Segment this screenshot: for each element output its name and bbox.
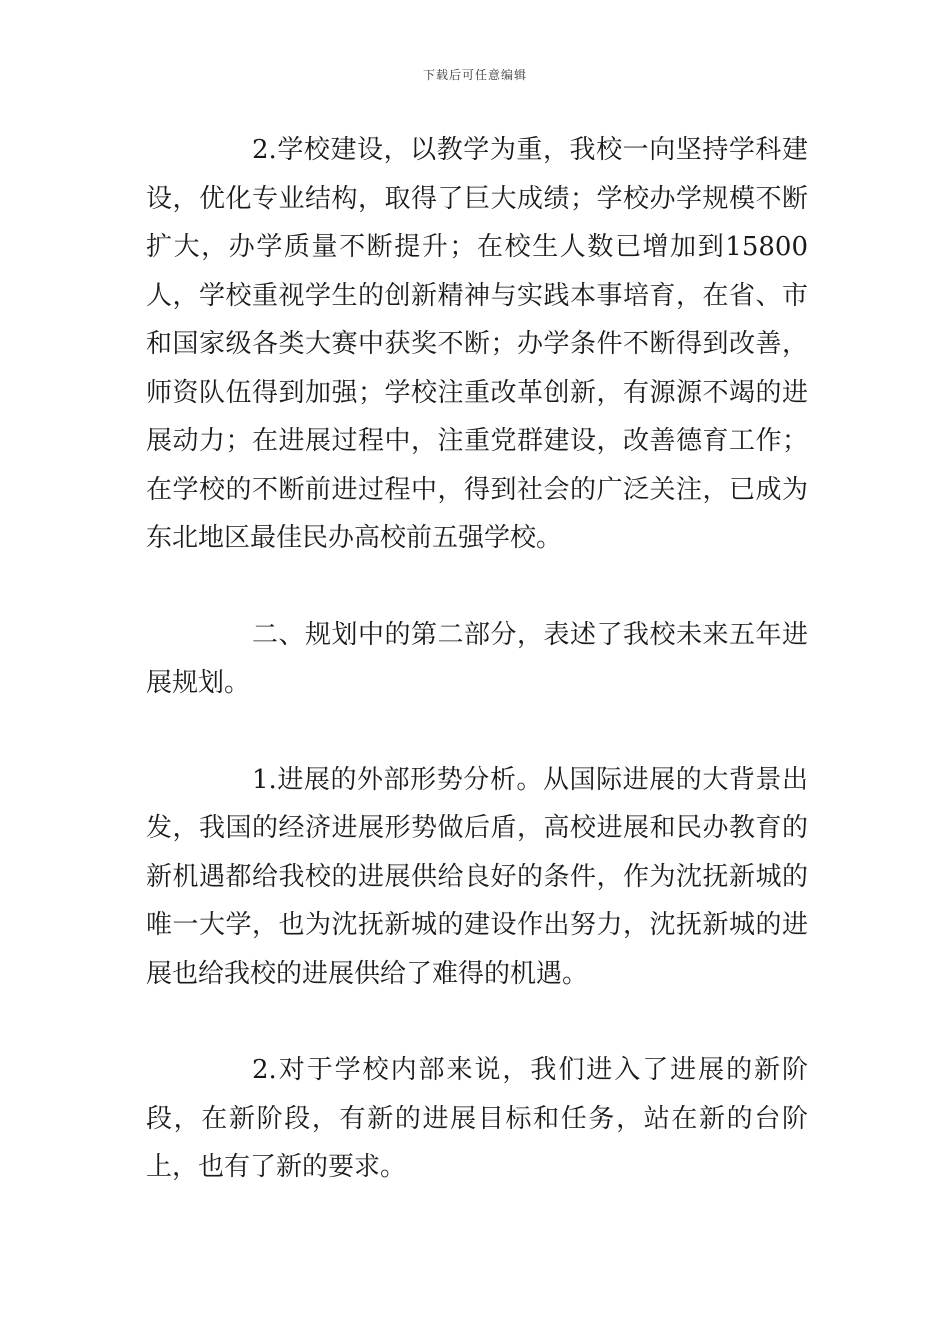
document-body	[146, 126, 808, 1192]
paragraph-spacer	[146, 563, 808, 611]
paragraph-section-two-heading: 二、规划中的第二部分，表述了我校未来五年进展规划。	[146, 619, 808, 698]
paragraph-external-situation: 1.进展的外部形势分析。从国际进展的大背景出发，我国的经济进展形势做后盾，高校进展和民办教育的新机遇都给我校的进展供给良好的条件，作为沈抚新城的唯一大学，也为沈抚新城的建设作出努力，沈抚新城的进展也给我校的进展供给了难得的机遇。	[146, 764, 808, 989]
paragraph-internal-situation: 2.对于学校内部来说，我们进入了进展的新阶段，在新阶段，有新的进展目标和任务，站在新的台阶上，也有了新的要求。	[146, 1055, 808, 1182]
paragraph-spacer	[146, 708, 808, 756]
page-header-note: 下载后可任意编辑	[422, 68, 527, 82]
paragraph-spacer	[146, 998, 808, 1046]
paragraph-school-construction: 2.学校建设，以教学为重，我校一向坚持学科建设，优化专业结构，取得了巨大成绩；学校办学规模不断扩大，办学质量不断提升；在校生人数已增加到15800人，学校重视学生的创新精神与实践本事培育，在省、市和国家级各类大赛中获奖不断；办学条件不断得到改善，师资队伍得到加强；学校注重改革创新，有源源不竭的进展动力；在进展过程中，注重党群建设，改善德育工作；在学校的不断前进过程中，得到社会的广泛关注，已成为东北地区最佳民办高校前五强学校。	[146, 135, 808, 553]
